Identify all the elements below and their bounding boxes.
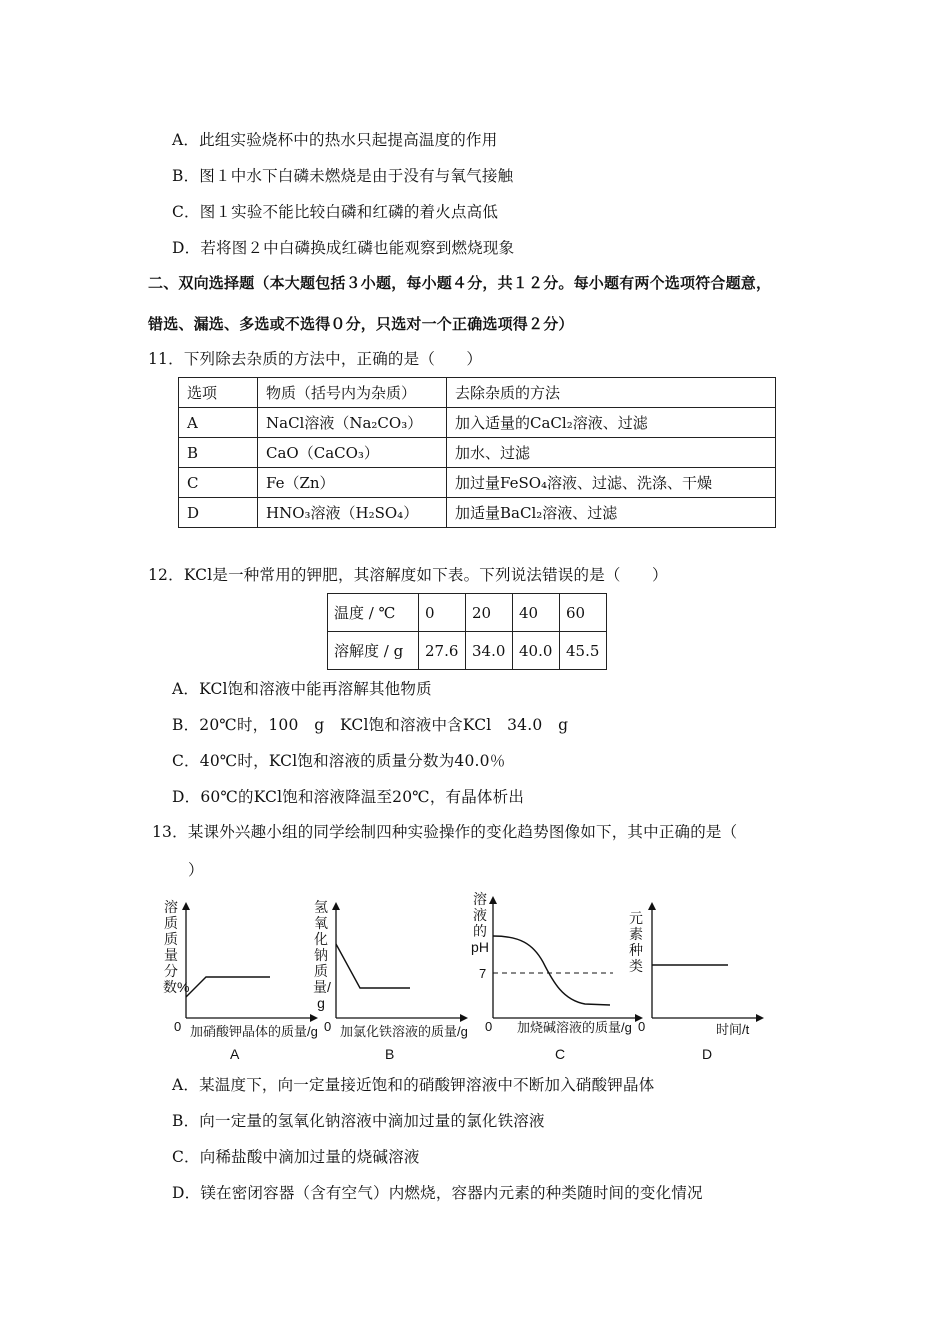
table-cell: 加过量FeSO₄溶液、过滤、洗涤、干燥 bbox=[447, 468, 776, 498]
graph-a-y-arrow bbox=[182, 902, 190, 910]
table-cell: 0 bbox=[419, 594, 466, 632]
table-cell: 40 bbox=[513, 594, 560, 632]
q10-option-c: C．图１实验不能比较白磷和红磷的着火点高低 bbox=[172, 203, 499, 221]
graph-d-caption: D bbox=[702, 1046, 713, 1062]
table-cell: 60 bbox=[560, 594, 607, 632]
table-cell: 45.5 bbox=[560, 632, 607, 670]
q10-option-a: A．此组实验烧杯中的热水只起提高温度的作用 bbox=[172, 131, 498, 149]
section2-heading-line2: 错选、漏选、多选或不选得０分，只选对一个正确选项得２分） bbox=[148, 315, 574, 333]
table-cell: B bbox=[179, 438, 258, 468]
graph-b-caption: B bbox=[385, 1046, 395, 1062]
q10-option-d: D．若将图２中白磷换成红磷也能观察到燃烧现象 bbox=[172, 239, 515, 257]
q12-option-a: A．KCl饱和溶液中能再溶解其他物质 bbox=[172, 680, 432, 698]
table-row bbox=[179, 468, 776, 498]
graph-a-xlabel: 加硝酸钾晶体的质量/g bbox=[190, 1024, 318, 1039]
table-row bbox=[179, 378, 776, 408]
graph-a bbox=[160, 900, 320, 1040]
graph-c-caption: C bbox=[555, 1046, 566, 1062]
table-header-cell: 物质（括号内为杂质） bbox=[258, 378, 447, 408]
q10-option-b: B．图１中水下白磷未燃烧是由于没有与氧气接触 bbox=[172, 167, 514, 185]
table-row bbox=[328, 632, 607, 670]
graph-b-ylabel: 氢氧化钠质量/g bbox=[313, 899, 331, 1011]
graph-c bbox=[465, 892, 645, 1040]
graph-d-xlabel: 时间/t bbox=[716, 1022, 750, 1037]
q12-option-c: C．40℃时，KCl饱和溶液的质量分数为40.0％ bbox=[172, 752, 506, 770]
table-row bbox=[179, 408, 776, 438]
table-row bbox=[179, 498, 776, 528]
table-cell: NaCl溶液（Na₂CO₃） bbox=[258, 408, 447, 438]
graph-d-origin: 0 bbox=[638, 1019, 646, 1034]
table-header-cell: 溶解度 / g bbox=[328, 632, 419, 670]
table-cell: 加水、过滤 bbox=[447, 438, 776, 468]
graph-a-caption: A bbox=[230, 1046, 240, 1062]
q12-stem: 12．KCl是一种常用的钾肥，其溶解度如下表。下列说法错误的是（ ） bbox=[148, 566, 668, 584]
table-cell: D bbox=[179, 498, 258, 528]
graph-d-y-arrow bbox=[648, 902, 656, 910]
q11-table bbox=[178, 377, 776, 528]
q13-option-a: A．某温度下，向一定量接近饱和的硝酸钾溶液中不断加入硝酸钾晶体 bbox=[172, 1076, 655, 1094]
graph-c-xlabel: 加烧碱溶液的质量/g bbox=[517, 1020, 632, 1035]
table-header-cell: 选项 bbox=[179, 378, 258, 408]
table-cell: 40.0 bbox=[513, 632, 560, 670]
table-cell: HNO₃溶液（H₂SO₄） bbox=[258, 498, 447, 528]
graph-c-curve bbox=[493, 936, 610, 1005]
graph-c-ylabel: 溶液的pH bbox=[471, 891, 489, 955]
graph-b-xlabel: 加氯化铁溶液的质量/g bbox=[340, 1024, 468, 1039]
q13-stem: 13．某课外兴趣小组的同学绘制四种实验操作的变化趋势图像如下，其中正确的是（ bbox=[152, 823, 738, 841]
graph-a-ylabel: 溶质质量分数% bbox=[163, 899, 190, 995]
table-cell: C bbox=[179, 468, 258, 498]
table-cell: CaO（CaCO₃） bbox=[258, 438, 447, 468]
kcl-solubility-table bbox=[327, 593, 607, 670]
table-row bbox=[179, 438, 776, 468]
graph-c-tick-7: 7 bbox=[479, 966, 487, 981]
graph-c-origin: 0 bbox=[485, 1019, 493, 1034]
q13-option-d: D．镁在密闭容器（含有空气）内燃烧，容器内元素的种类随时间的变化情况 bbox=[172, 1184, 703, 1202]
q12-option-b: B．20℃时，100 g KCl饱和溶液中含KCl 34.0 g bbox=[172, 716, 569, 734]
graph-d bbox=[628, 900, 768, 1040]
table-row bbox=[328, 594, 607, 632]
graph-d-ylabel: 元素种类 bbox=[629, 910, 643, 974]
graph-d-x-arrow bbox=[756, 1014, 764, 1022]
graph-b bbox=[310, 900, 470, 1040]
graph-b-origin: 0 bbox=[324, 1019, 332, 1034]
graph-b-curve bbox=[336, 944, 410, 988]
table-cell: 27.6 bbox=[419, 632, 466, 670]
table-cell: 34.0 bbox=[466, 632, 513, 670]
table-cell: A bbox=[179, 408, 258, 438]
table-cell: Fe（Zn） bbox=[258, 468, 447, 498]
graph-a-origin: 0 bbox=[174, 1019, 182, 1034]
section2-heading-line1: 二、双向选择题（本大题包括３小题，每小题４分，共１２分。每小题有两个选项符合题意， bbox=[148, 274, 772, 292]
table-header-cell: 温度 / ℃ bbox=[328, 594, 419, 632]
q11-stem: 11．下列除去杂质的方法中，正确的是（ ） bbox=[148, 350, 483, 368]
q13-option-c: C．向稀盐酸中滴加过量的烧碱溶液 bbox=[172, 1148, 420, 1166]
table-header-cell: 去除杂质的方法 bbox=[447, 378, 776, 408]
q13-stem-end: ） bbox=[188, 861, 204, 879]
q12-option-d: D．60℃的KCl饱和溶液降温至20℃，有晶体析出 bbox=[172, 788, 525, 806]
q13-option-b: B．向一定量的氢氧化钠溶液中滴加过量的氯化铁溶液 bbox=[172, 1112, 545, 1130]
table-cell: 加适量BaCl₂溶液、过滤 bbox=[447, 498, 776, 528]
graph-b-y-arrow bbox=[332, 902, 340, 910]
table-cell: 加入适量的CaCl₂溶液、过滤 bbox=[447, 408, 776, 438]
graph-a-curve bbox=[186, 977, 270, 997]
table-cell: 20 bbox=[466, 594, 513, 632]
graph-c-y-arrow bbox=[489, 896, 497, 904]
